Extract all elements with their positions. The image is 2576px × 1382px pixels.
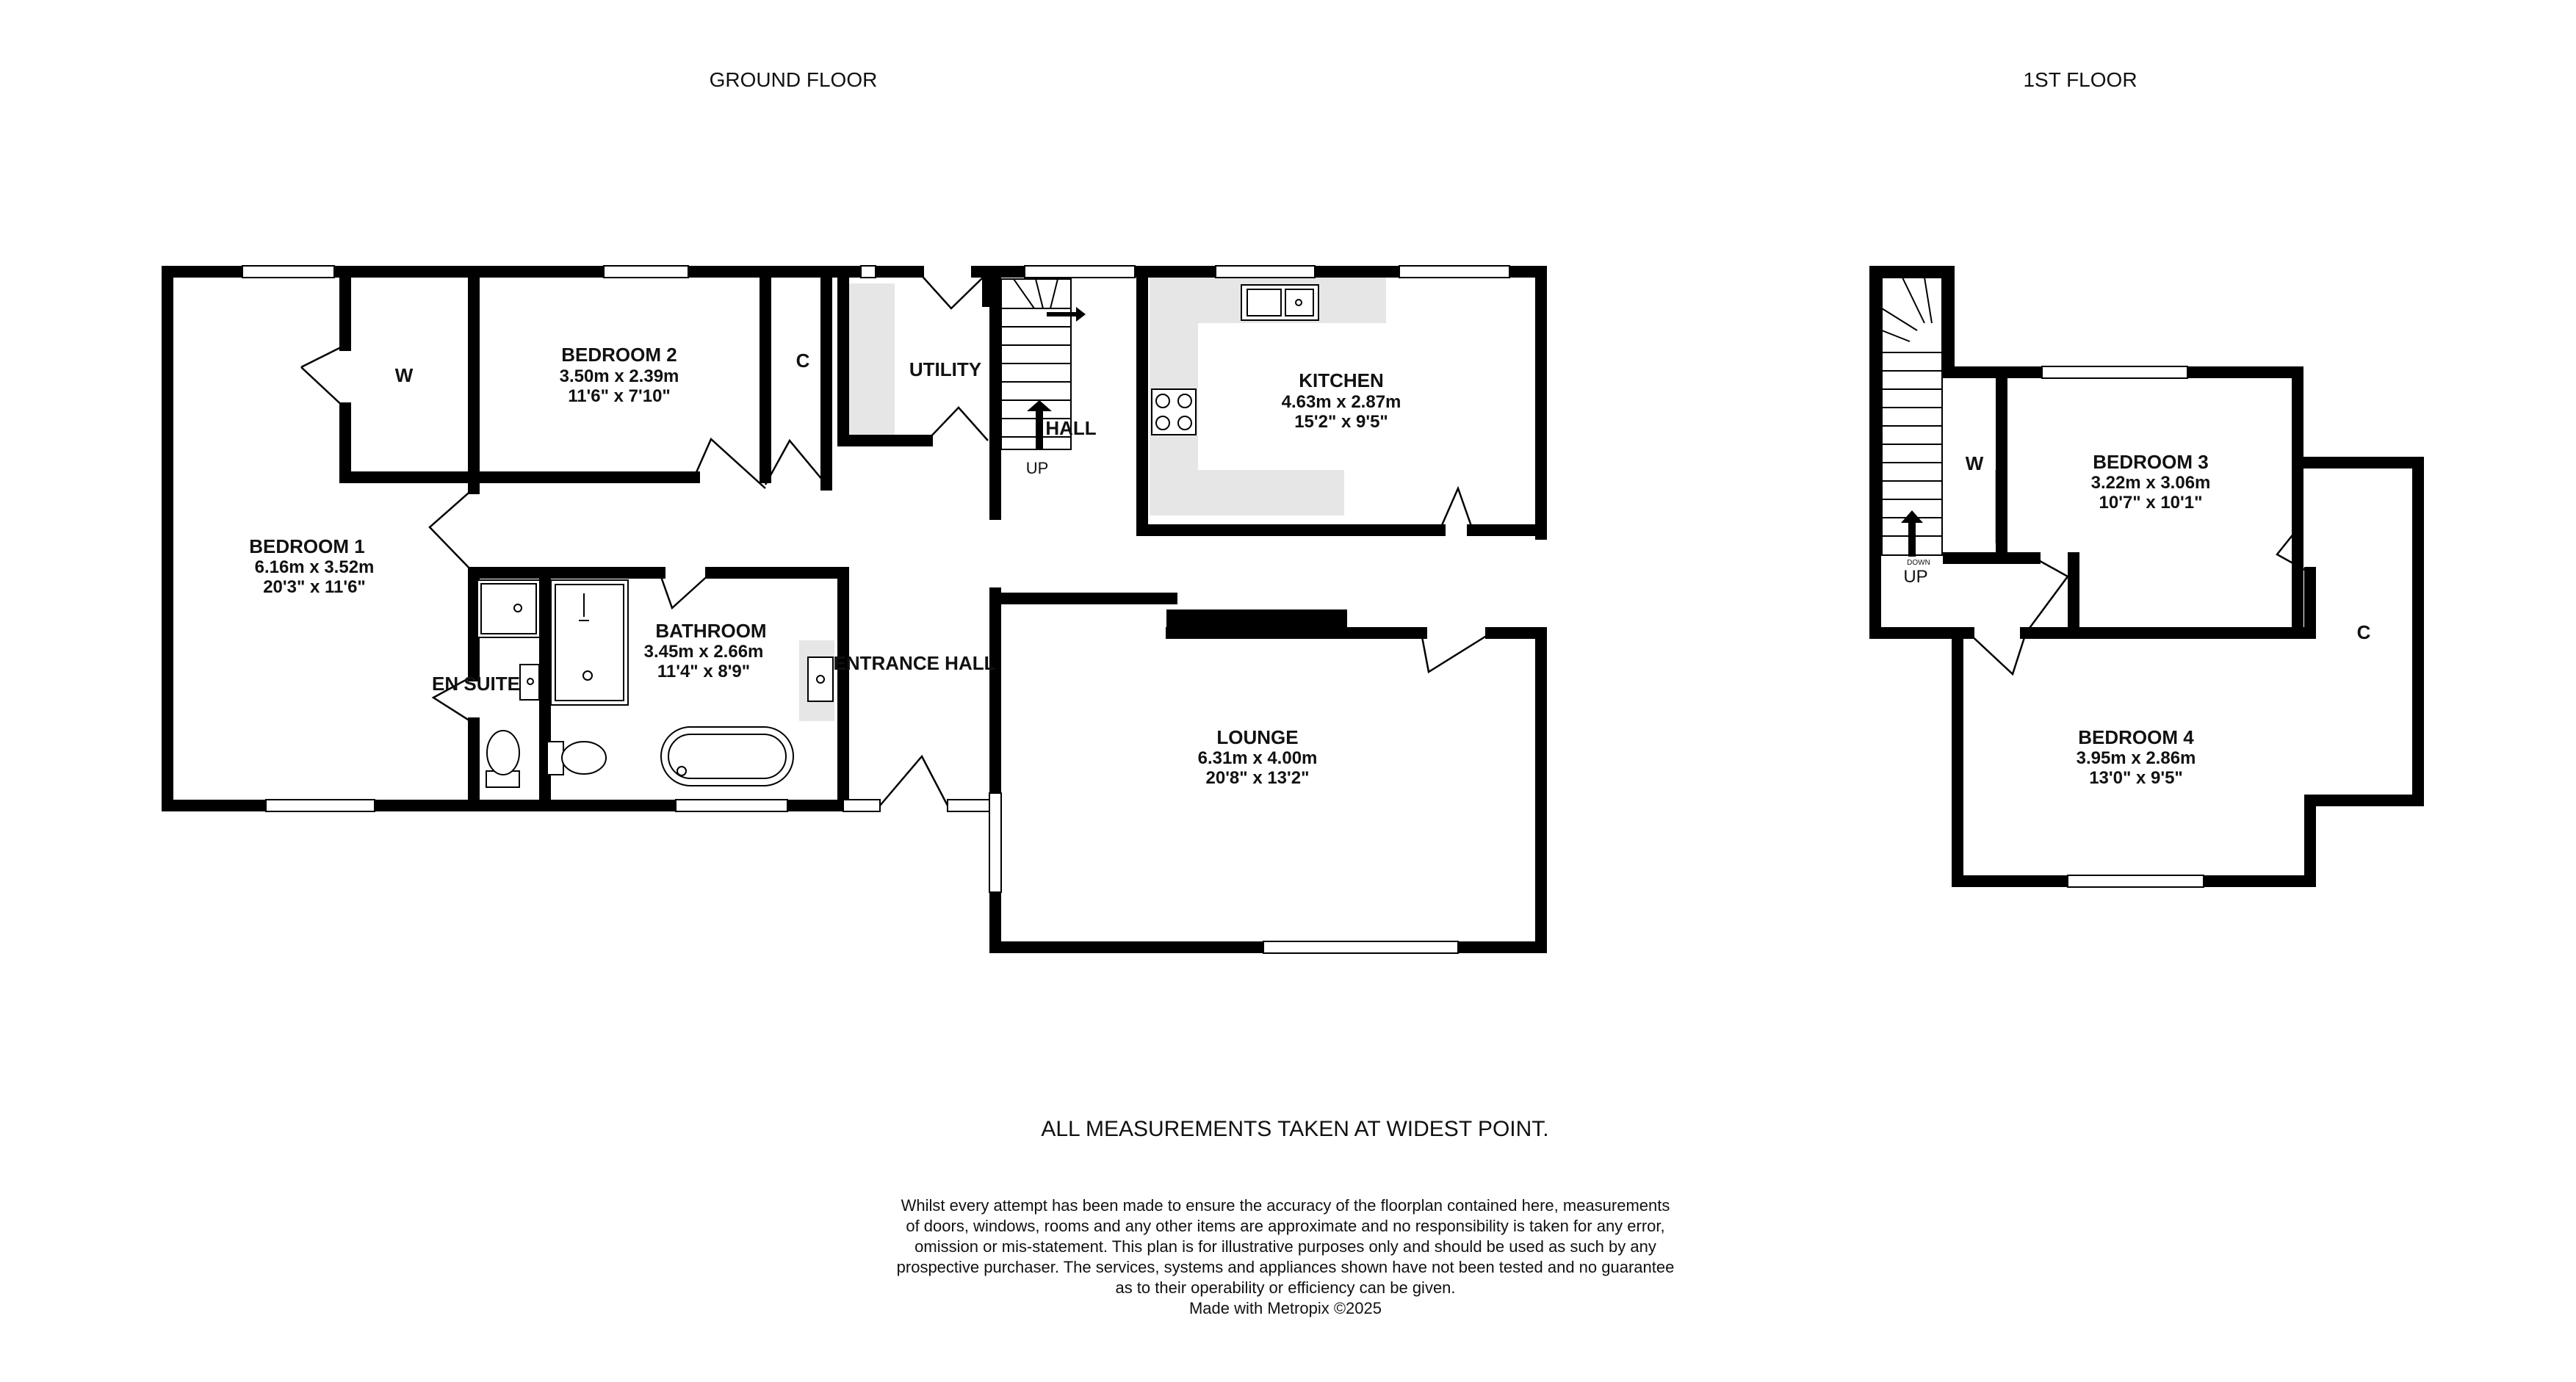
room-bedroom1 (249, 535, 374, 597)
chimney-breast (1166, 609, 1347, 633)
credit: Made with Metropix ©2025 (1188, 1299, 1382, 1317)
kitchen-name: KITCHEN (1299, 369, 1384, 391)
room-bedroom3 (2091, 451, 2211, 513)
bathroom-name: BATHROOM (655, 620, 767, 642)
disclaimer-line: of doors, windows, rooms and any other items are approximate and no responsibility is taken for any error, (906, 1217, 1665, 1235)
hall-stair-up-label: UP (1025, 459, 1049, 477)
first-floor-title: 1ST FLOOR (2023, 68, 2137, 91)
room-bedroom4 (2077, 726, 2196, 788)
ground-floor-title: GROUND FLOOR (709, 68, 878, 91)
utility-label: UTILITY (909, 358, 982, 380)
bedroom1-name: BEDROOM 1 (249, 535, 365, 557)
shower-icon (477, 580, 540, 637)
bathroom-basin-icon (808, 657, 833, 701)
utility-worktop (843, 283, 895, 438)
bathroom-imperial: 11'4" x 8'9" (657, 662, 751, 681)
kitchen-metric: 4.63m x 2.87m (1281, 392, 1401, 412)
hob-icon (1152, 389, 1196, 435)
wardrobe-label: W (394, 364, 414, 386)
lounge-name: LOUNGE (1216, 726, 1299, 748)
bedroom1-metric: 6.16m x 3.52m (254, 557, 375, 577)
disclaimer-line: omission or mis-statement. This plan is for illustrative purposes only and should be used as such by any (914, 1237, 1656, 1256)
disclaimer-line: prospective purchaser. The services, systems and appliances shown have not been tested and no guarantee (896, 1258, 1675, 1276)
ensuite-basin-icon (520, 665, 539, 700)
stairs-up-label: UP (1903, 567, 1928, 587)
lounge-metric: 6.31m x 4.00m (1197, 748, 1318, 768)
first-floor-windows (2042, 366, 2204, 887)
room-bathroom (644, 620, 767, 681)
bedroom3-imperial: 10'7" x 10'1" (2099, 493, 2203, 513)
lounge-imperial: 20'8" x 13'2" (1205, 768, 1310, 788)
room-kitchen (1282, 369, 1401, 432)
first-floor-plan (1875, 272, 2418, 887)
disclaimer-line: Whilst every attempt has been made to ensure the accuracy of the floorplan contained here, measurements (901, 1196, 1670, 1215)
kitchen-imperial: 15'2" x 9'5" (1294, 412, 1388, 432)
measurement-note: ALL MEASUREMENTS TAKEN AT WIDEST POINT. (1041, 1117, 1549, 1141)
bedroom1-imperial: 20'3" x 11'6" (263, 577, 366, 597)
bedroom3-metric: 3.22m x 3.06m (2090, 473, 2211, 493)
toilet-icon (486, 731, 519, 787)
bedroom2-metric: 3.50m x 2.39m (559, 366, 679, 386)
ground-floor-plan (167, 266, 1541, 953)
bedroom4-imperial: 13'0" x 9'5" (2089, 768, 2183, 788)
disclaimer-line: as to their operability or efficiency can be given. (1115, 1278, 1456, 1297)
bathroom-metric: 3.45m x 2.66m (643, 642, 764, 662)
stairs-down-label: DOWN (1907, 559, 1930, 567)
bedroom4-name: BEDROOM 4 (2078, 726, 2194, 748)
entrance-hall-label: ENTRANCE HALL (833, 652, 996, 674)
bathroom-toilet-icon (547, 742, 606, 775)
ff-wardrobe-label: W (1965, 452, 1984, 474)
cupboard-label: C (795, 350, 810, 372)
shower-tray-icon (551, 580, 628, 705)
bedroom2-imperial: 11'6" x 7'10" (568, 386, 671, 406)
disclaimer (830, 1195, 1741, 1319)
bath-icon (661, 727, 793, 786)
room-bedroom2 (560, 344, 679, 406)
bedroom4-metric: 3.95m x 2.86m (2076, 748, 2196, 768)
bedroom3-name: BEDROOM 3 (2093, 451, 2209, 473)
hall-label: HALL (1045, 417, 1097, 439)
ff-cupboard-label: C (2356, 621, 2371, 643)
bedroom2-name: BEDROOM 2 (561, 344, 677, 366)
sink-icon (1241, 285, 1318, 320)
ensuite-label: EN SUITE (432, 673, 520, 695)
room-lounge (1198, 726, 1318, 788)
first-floor-walls (1875, 272, 2418, 881)
